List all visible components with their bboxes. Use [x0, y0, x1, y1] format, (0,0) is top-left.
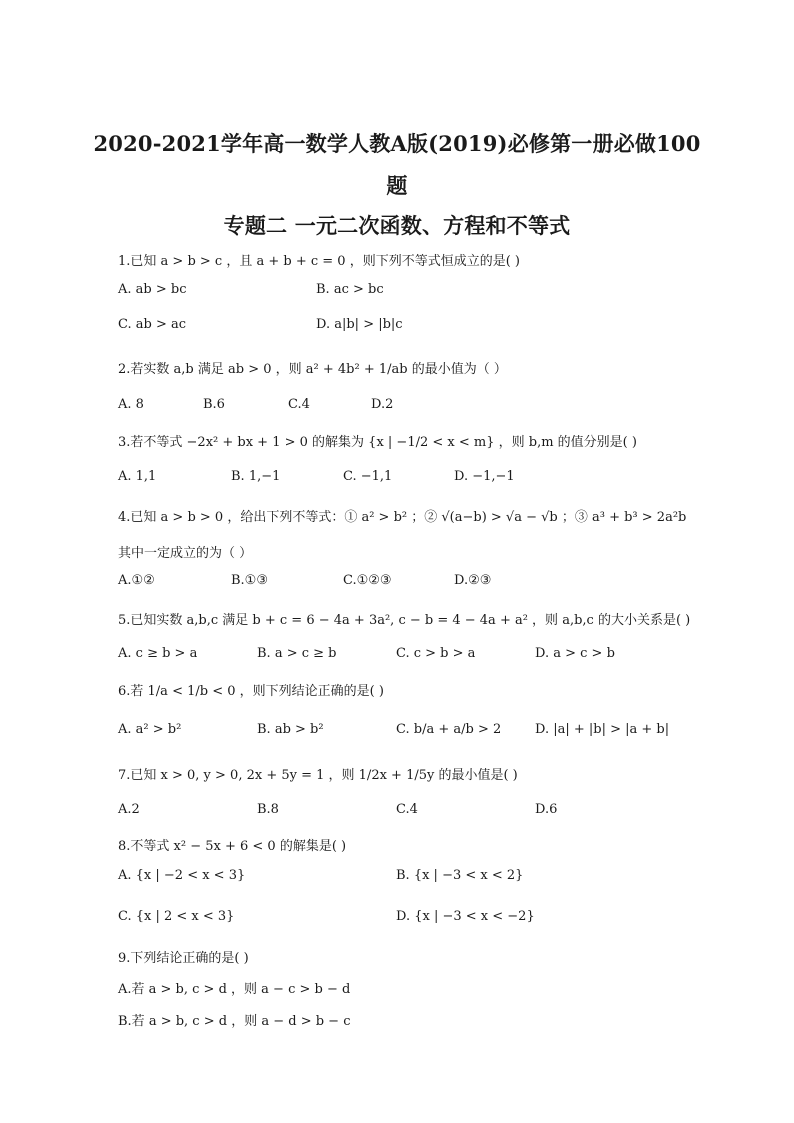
question-6-option-c: C. b/a + a/b > 2: [396, 722, 502, 737]
question-9-stem: 9.下列结论正确的是( ): [118, 951, 249, 966]
question-5-option-a: A. c ≥ b > a: [118, 646, 198, 661]
question-7-stem: 7.已知 x > 0, y > 0, 2x + 5y = 1 ，则 1/2x + 1/5y 的最小值是( ): [118, 768, 518, 783]
question-1-option-d: D. a|b| > |b|c: [316, 317, 403, 332]
question-5-option-d: D. a > c > b: [535, 646, 615, 661]
question-1-stem: 1.已知 a > b > c ，且 a + b + c = 0 ，则下列不等式恒成立的是( ): [118, 254, 520, 269]
question-5-option-b: B. a > c ≥ b: [257, 646, 337, 661]
question-6-option-b: B. ab > b²: [257, 722, 324, 737]
question-4-option-c: C.①②③: [343, 573, 392, 588]
question-3-stem: 3.若不等式 −2x² + bx + 1 > 0 的解集为 {x | −1/2 < x < m} ，则 b,m 的值分别是( ): [118, 435, 637, 450]
question-6-option-a: A. a² > b²: [118, 722, 182, 737]
question-8-option-d: D. {x | −3 < x < −2}: [396, 909, 535, 924]
question-3-option-a: A. 1,1: [118, 469, 157, 484]
question-2-stem: 2.若实数 a,b 满足 ab > 0 ，则 a² + 4b² + 1/ab 的最小值为（ ）: [118, 362, 507, 377]
question-7-option-c: C.4: [396, 802, 418, 817]
question-4-option-a: A.①②: [118, 573, 155, 588]
question-6-option-d: D. |a| + |b| > |a + b|: [535, 722, 670, 737]
question-7-option-d: D.6: [535, 802, 558, 817]
document-subtitle: 专题二 一元二次函数、方程和不等式: [223, 213, 571, 238]
document-title-line-2: 题: [386, 173, 408, 198]
question-8-stem: 8.不等式 x² − 5x + 6 < 0 的解集是( ): [118, 839, 347, 854]
question-4-option-b: B.①③: [231, 573, 268, 588]
question-2-option-d: D.2: [371, 397, 394, 412]
question-2-option-c: C.4: [288, 397, 310, 412]
question-3-option-d: D. −1,−1: [454, 469, 515, 484]
question-5-option-c: C. c > b > a: [396, 646, 476, 661]
question-1-option-b: B. ac > bc: [316, 282, 384, 297]
question-5-stem: 5.已知实数 a,b,c 满足 b + c = 6 − 4a + 3a², c − b = 4 − 4a + a² ，则 a,b,c 的大小关系是( ): [118, 613, 691, 628]
question-7-option-b: B.8: [257, 802, 279, 817]
question-4-stem: 4.已知 a > b > 0 ，给出下列不等式：① a² > b² ；② √(a−b) > √a − √b ；③ a³ + b³ > 2a²b: [118, 510, 687, 525]
question-8-option-c: C. {x | 2 < x < 3}: [118, 909, 235, 924]
question-9-option-b: B.若 a > b, c > d ，则 a − d > b − c: [118, 1014, 351, 1029]
question-6-stem: 6.若 1/a < 1/b < 0 ，则下列结论正确的是( ): [118, 684, 384, 699]
question-1-option-a: A. ab > bc: [118, 282, 187, 297]
question-9-option-a: A.若 a > b, c > d ，则 a − c > b − d: [118, 982, 351, 997]
question-8-option-a: A. {x | −2 < x < 3}: [118, 868, 246, 883]
question-3-option-c: C. −1,1: [343, 469, 393, 484]
question-7-option-a: A.2: [118, 802, 140, 817]
question-2-option-a: A. 8: [118, 397, 144, 412]
document-title-line-1: 2020-2021学年高一数学人教A版(2019)必修第一册必做100: [93, 131, 701, 156]
question-1-option-c: C. ab > ac: [118, 317, 187, 332]
question-4-option-d: D.②③: [454, 573, 492, 588]
question-4-stem-line-2: 其中一定成立的为（ ）: [118, 546, 253, 561]
question-3-option-b: B. 1,−1: [231, 469, 281, 484]
question-8-option-b: B. {x | −3 < x < 2}: [396, 868, 524, 883]
question-2-option-b: B.6: [203, 397, 225, 412]
